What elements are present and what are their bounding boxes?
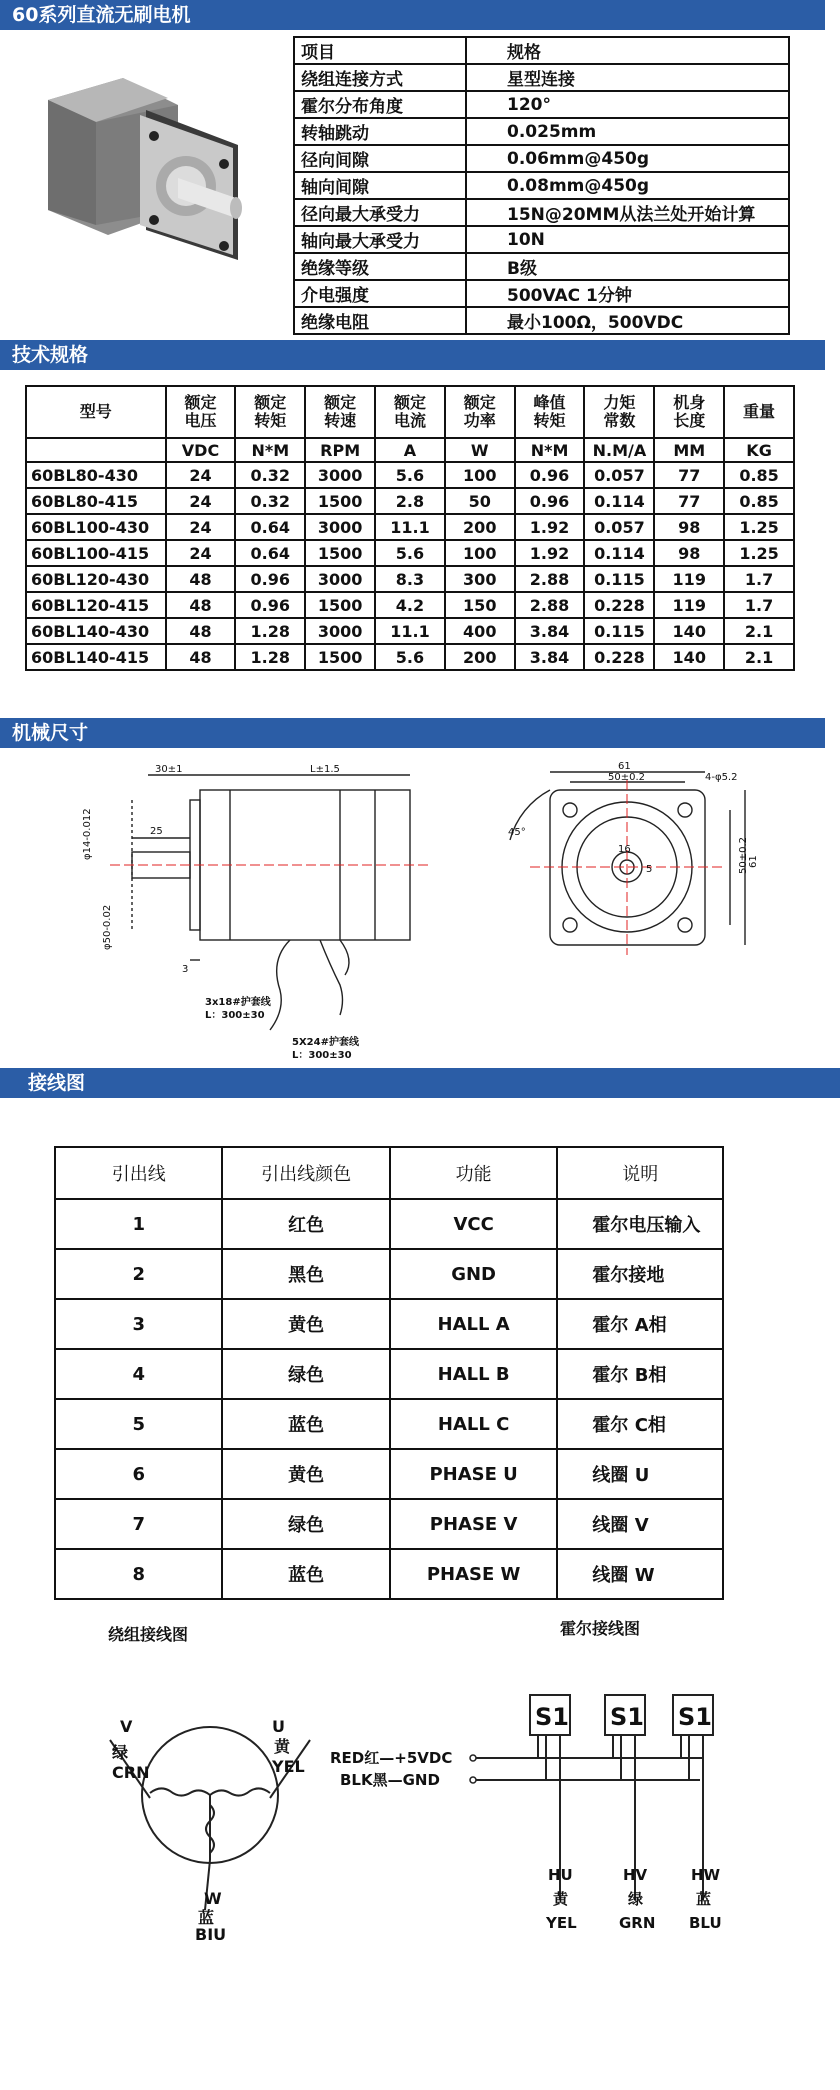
tech-value-cell: 0.96 <box>515 462 585 488</box>
tech-model-cell: 60BL100-430 <box>26 514 166 540</box>
tech-value-cell: 5.6 <box>375 644 445 670</box>
tech-unit-cell: W <box>445 438 515 462</box>
hall-title: 霍尔接线图 <box>560 1619 641 1638</box>
wiring-row <box>55 1199 723 1249</box>
wiring-cell: 线圈 U <box>557 1449 723 1499</box>
wiring-cell: HALL B <box>390 1349 558 1399</box>
tech-value-cell: 0.115 <box>584 618 654 644</box>
tech-value-cell: 1500 <box>305 540 375 566</box>
wiring-cell: PHASE W <box>390 1549 558 1599</box>
dim-50-top: 50±0.2 <box>608 772 646 783</box>
spec-key: 绕组连接方式 <box>294 64 466 91</box>
spec-row <box>294 172 789 199</box>
tech-value-cell: 100 <box>445 462 515 488</box>
wiring-cell: HALL C <box>390 1399 558 1449</box>
spec-value: 0.08mm@450g <box>466 172 789 199</box>
tech-value-cell: 119 <box>654 592 724 618</box>
winding-W: W <box>204 1889 222 1908</box>
sensor-3-label: S1 <box>678 1703 712 1731</box>
wiring-cell: 霍尔 C相 <box>557 1399 723 1449</box>
hall-out-1-b: 黄 <box>553 1890 569 1908</box>
spec-value: 规格 <box>466 37 789 64</box>
wiring-cell: 蓝色 <box>222 1549 389 1599</box>
winding-U: U <box>272 1717 285 1736</box>
tech-header-cell: 额定 转矩 <box>235 386 305 438</box>
tech-unit-cell: N*M <box>515 438 585 462</box>
spec-row <box>294 91 789 118</box>
dim-45: 45° <box>508 827 526 838</box>
spec-value: 120° <box>466 91 789 118</box>
dim-61-side: 61 <box>748 855 759 868</box>
tech-value-cell: 140 <box>654 618 724 644</box>
tech-value-cell: 24 <box>166 540 236 566</box>
winding-U-en: YEL <box>272 1757 305 1776</box>
tech-row <box>26 566 794 592</box>
winding-W-cn: 蓝 <box>198 1908 215 1927</box>
dim-3: 3 <box>182 964 189 975</box>
wiring-row <box>55 1399 723 1449</box>
tech-value-cell: 1.25 <box>724 540 794 566</box>
tech-value-cell: 0.057 <box>584 514 654 540</box>
section-bar-series <box>0 0 825 30</box>
wiring-cell: 霍尔电压输入 <box>557 1199 723 1249</box>
wiring-cell: VCC <box>390 1199 558 1249</box>
wiring-cell: 5 <box>55 1399 222 1449</box>
front-view-drawing <box>490 760 780 970</box>
wiring-cell: 8 <box>55 1549 222 1599</box>
section-title: 60系列直流无刷电机 <box>12 4 191 26</box>
winding-V-cn: 绿 <box>112 1743 129 1762</box>
spec-key: 绝缘电阻 <box>294 307 466 334</box>
dim-d50: φ50-0.02 <box>102 904 113 950</box>
winding-V: V <box>120 1717 133 1736</box>
tech-value-cell: 1.25 <box>724 514 794 540</box>
tech-value-cell: 1500 <box>305 644 375 670</box>
spec-value: 15N@20MM从法兰处开始计算 <box>466 199 789 226</box>
tech-value-cell: 48 <box>166 592 236 618</box>
tech-value-cell: 1.7 <box>724 592 794 618</box>
tech-value-cell: 5.6 <box>375 540 445 566</box>
black-line-label: BLK黑—GND <box>340 1771 440 1789</box>
wiring-cell: 绿色 <box>222 1499 389 1549</box>
tech-value-cell: 200 <box>445 644 515 670</box>
tech-row <box>26 644 794 670</box>
tech-value-cell: 48 <box>166 644 236 670</box>
spec-table <box>293 36 790 335</box>
wiring-cell: 线圈 V <box>557 1499 723 1549</box>
sensor-2-label: S1 <box>610 1703 644 1731</box>
tech-value-cell: 1.92 <box>515 540 585 566</box>
winding-diagram <box>100 1710 340 1940</box>
spec-key: 轴向最大承受力 <box>294 226 466 253</box>
tech-value-cell: 0.96 <box>235 592 305 618</box>
tech-value-cell: 0.32 <box>235 488 305 514</box>
wiring-row <box>55 1349 723 1399</box>
wiring-row <box>55 1299 723 1349</box>
tech-header-row <box>26 386 794 438</box>
hall-out-1-c: YEL <box>546 1914 577 1932</box>
tech-value-cell: 3000 <box>305 618 375 644</box>
wiring-cell: 绿色 <box>222 1349 389 1399</box>
tech-unit-cell: RPM <box>305 438 375 462</box>
dim-30: 30±1 <box>155 764 183 775</box>
tech-model-cell: 60BL120-430 <box>26 566 166 592</box>
tech-value-cell: 1500 <box>305 592 375 618</box>
spec-key: 径向最大承受力 <box>294 199 466 226</box>
hall-out-2-c: GRN <box>619 1914 656 1932</box>
tech-value-cell: 200 <box>445 514 515 540</box>
section-title: 接线图 <box>28 1072 86 1094</box>
tech-unit-cell <box>26 438 166 462</box>
hall-diagram <box>330 1690 750 1940</box>
wiring-cell: 黄色 <box>222 1299 389 1349</box>
tech-header-cell: 机身 长度 <box>654 386 724 438</box>
wiring-cell: 3 <box>55 1299 222 1349</box>
tech-row <box>26 540 794 566</box>
tech-model-cell: 60BL80-415 <box>26 488 166 514</box>
tech-header-cell: 额定 功率 <box>445 386 515 438</box>
side-view-drawing <box>70 760 470 1070</box>
tech-value-cell: 11.1 <box>375 514 445 540</box>
section-title: 技术规格 <box>12 344 89 366</box>
spec-value: 最小100Ω，500VDC <box>466 307 789 334</box>
tech-row <box>26 462 794 488</box>
wiring-header-cell: 说明 <box>557 1147 723 1199</box>
spec-key: 项目 <box>294 37 466 64</box>
tech-unit-cell: A <box>375 438 445 462</box>
sensor-1-label: S1 <box>535 1703 569 1731</box>
tech-unit-cell: N.M/A <box>584 438 654 462</box>
tech-value-cell: 24 <box>166 514 236 540</box>
wiring-row <box>55 1249 723 1299</box>
tech-value-cell: 2.1 <box>724 618 794 644</box>
spec-value: B级 <box>466 253 789 280</box>
wiring-header-cell: 引出线颜色 <box>222 1147 389 1199</box>
tech-value-cell: 1.7 <box>724 566 794 592</box>
tech-value-cell: 0.64 <box>235 540 305 566</box>
wiring-cell: 黑色 <box>222 1249 389 1299</box>
winding-W-en: BIU <box>195 1925 227 1940</box>
wiring-row <box>55 1549 723 1599</box>
tech-value-cell: 300 <box>445 566 515 592</box>
wiring-cell: PHASE V <box>390 1499 558 1549</box>
tech-value-cell: 0.057 <box>584 462 654 488</box>
tech-value-cell: 1500 <box>305 488 375 514</box>
tech-value-cell: 0.115 <box>584 566 654 592</box>
tech-header-cell: 额定 转速 <box>305 386 375 438</box>
wiring-cell: 7 <box>55 1499 222 1549</box>
spec-value: 0.06mm@450g <box>466 145 789 172</box>
tech-value-cell: 0.228 <box>584 592 654 618</box>
wiring-cell: 线圈 W <box>557 1549 723 1599</box>
wiring-row <box>55 1449 723 1499</box>
tech-value-cell: 1.28 <box>235 618 305 644</box>
hall-out-3-a: HW <box>691 1866 721 1884</box>
hall-out-2-b: 绿 <box>628 1890 644 1908</box>
cable1-label: 3x18#护套线 <box>205 997 271 1008</box>
spec-row <box>294 253 789 280</box>
tech-unit-cell: KG <box>724 438 794 462</box>
tech-value-cell: 1.28 <box>235 644 305 670</box>
tech-value-cell: 3000 <box>305 514 375 540</box>
cable2-length: L：300±30 <box>292 1050 352 1061</box>
winding-title: 绕组接线图 <box>108 1625 189 1644</box>
wiring-cell: 霍尔 A相 <box>557 1299 723 1349</box>
tech-value-cell: 98 <box>654 514 724 540</box>
spec-row <box>294 307 789 334</box>
wiring-cell: 4 <box>55 1349 222 1399</box>
tech-value-cell: 0.96 <box>235 566 305 592</box>
spec-value: 星型连接 <box>466 64 789 91</box>
tech-value-cell: 3000 <box>305 462 375 488</box>
tech-model-cell: 60BL120-415 <box>26 592 166 618</box>
tech-header-cell: 额定 电压 <box>166 386 236 438</box>
spec-row <box>294 145 789 172</box>
tech-value-cell: 5.6 <box>375 462 445 488</box>
red-line-label: RED红—+5VDC <box>330 1749 453 1767</box>
tech-value-cell: 98 <box>654 540 724 566</box>
spec-key: 转轴跳动 <box>294 118 466 145</box>
tech-table <box>25 385 795 671</box>
wiring-cell: 霍尔接地 <box>557 1249 723 1299</box>
spec-value: 500VAC 1分钟 <box>466 280 789 307</box>
wiring-cell: 6 <box>55 1449 222 1499</box>
wiring-cell: PHASE U <box>390 1449 558 1499</box>
dim-16: 16 <box>618 844 631 855</box>
tech-value-cell: 8.3 <box>375 566 445 592</box>
tech-value-cell: 0.114 <box>584 540 654 566</box>
section-bar-mech <box>0 718 825 748</box>
tech-value-cell: 0.64 <box>235 514 305 540</box>
dim-d14: φ14-0.012 <box>82 808 93 860</box>
spec-row <box>294 64 789 91</box>
tech-value-cell: 2.88 <box>515 566 585 592</box>
wiring-cell: 黄色 <box>222 1449 389 1499</box>
tech-model-cell: 60BL140-430 <box>26 618 166 644</box>
spec-value: 0.025mm <box>466 118 789 145</box>
tech-value-cell: 50 <box>445 488 515 514</box>
tech-value-cell: 48 <box>166 618 236 644</box>
spec-key: 径向间隙 <box>294 145 466 172</box>
wiring-cell: GND <box>390 1249 558 1299</box>
spec-value: 10N <box>466 226 789 253</box>
wiring-cell: 霍尔 B相 <box>557 1349 723 1399</box>
tech-unit-cell: MM <box>654 438 724 462</box>
wiring-cell: 1 <box>55 1199 222 1249</box>
winding-V-en: CRN <box>112 1763 150 1782</box>
tech-unit-cell: N*M <box>235 438 305 462</box>
wiring-row <box>55 1499 723 1549</box>
wiring-header-cell: 引出线 <box>55 1147 222 1199</box>
motor-illustration <box>28 60 248 290</box>
tech-row <box>26 488 794 514</box>
wiring-cell: HALL A <box>390 1299 558 1349</box>
wiring-table <box>54 1146 724 1600</box>
tech-value-cell: 48 <box>166 566 236 592</box>
wiring-cell: 红色 <box>222 1199 389 1249</box>
tech-value-cell: 11.1 <box>375 618 445 644</box>
dim-50-side: 50±0.2 <box>738 836 749 874</box>
tech-row <box>26 514 794 540</box>
tech-header-cell: 力矩 常数 <box>584 386 654 438</box>
spec-row <box>294 226 789 253</box>
dim-L: L±1.5 <box>310 764 340 775</box>
tech-value-cell: 0.85 <box>724 488 794 514</box>
tech-value-cell: 2.1 <box>724 644 794 670</box>
spec-key: 绝缘等级 <box>294 253 466 280</box>
tech-model-cell: 60BL140-415 <box>26 644 166 670</box>
tech-value-cell: 0.96 <box>515 488 585 514</box>
tech-row <box>26 592 794 618</box>
tech-value-cell: 77 <box>654 488 724 514</box>
tech-value-cell: 2.8 <box>375 488 445 514</box>
tech-row <box>26 618 794 644</box>
tech-value-cell: 1.92 <box>515 514 585 540</box>
tech-value-cell: 2.88 <box>515 592 585 618</box>
wiring-cell: 蓝色 <box>222 1399 389 1449</box>
wiring-header-row <box>55 1147 723 1199</box>
tech-value-cell: 0.32 <box>235 462 305 488</box>
section-bar-tech <box>0 340 825 370</box>
tech-value-cell: 4.2 <box>375 592 445 618</box>
tech-unit-row <box>26 438 794 462</box>
tech-value-cell: 3000 <box>305 566 375 592</box>
spec-row <box>294 118 789 145</box>
spec-row <box>294 199 789 226</box>
tech-value-cell: 3.84 <box>515 644 585 670</box>
tech-value-cell: 77 <box>654 462 724 488</box>
dim-5: 5 <box>646 864 653 875</box>
tech-value-cell: 24 <box>166 462 236 488</box>
spec-key: 轴向间隙 <box>294 172 466 199</box>
tech-value-cell: 119 <box>654 566 724 592</box>
tech-value-cell: 0.114 <box>584 488 654 514</box>
hall-out-3-b: 蓝 <box>696 1890 712 1908</box>
dim-25: 25 <box>150 826 163 837</box>
spec-key: 介电强度 <box>294 280 466 307</box>
section-title: 机械尺寸 <box>12 722 89 744</box>
wiring-header-cell: 功能 <box>390 1147 558 1199</box>
tech-unit-cell: VDC <box>166 438 236 462</box>
cable2-label: 5X24#护套线 <box>292 1037 359 1048</box>
hall-out-2-a: HV <box>623 1866 648 1884</box>
tech-value-cell: 100 <box>445 540 515 566</box>
hall-out-3-c: BLU <box>689 1914 722 1932</box>
hall-out-1-a: HU <box>548 1866 573 1884</box>
tech-value-cell: 150 <box>445 592 515 618</box>
cable1-length: L：300±30 <box>205 1010 265 1021</box>
dim-61: 61 <box>618 761 631 772</box>
tech-value-cell: 0.85 <box>724 462 794 488</box>
tech-value-cell: 400 <box>445 618 515 644</box>
tech-header-cell: 峰值 转矩 <box>515 386 585 438</box>
tech-header-cell: 重量 <box>724 386 794 438</box>
spec-row <box>294 37 789 64</box>
spec-key: 霍尔分布角度 <box>294 91 466 118</box>
tech-value-cell: 140 <box>654 644 724 670</box>
section-bar-wiring <box>0 1068 840 1098</box>
tech-value-cell: 0.228 <box>584 644 654 670</box>
tech-value-cell: 24 <box>166 488 236 514</box>
dim-holes: 4-φ5.2 <box>705 772 738 783</box>
tech-header-cell: 型号 <box>26 386 166 438</box>
spec-row <box>294 280 789 307</box>
tech-value-cell: 3.84 <box>515 618 585 644</box>
tech-model-cell: 60BL80-430 <box>26 462 166 488</box>
tech-header-cell: 额定 电流 <box>375 386 445 438</box>
winding-U-cn: 黄 <box>274 1737 291 1756</box>
wiring-cell: 2 <box>55 1249 222 1299</box>
tech-model-cell: 60BL100-415 <box>26 540 166 566</box>
